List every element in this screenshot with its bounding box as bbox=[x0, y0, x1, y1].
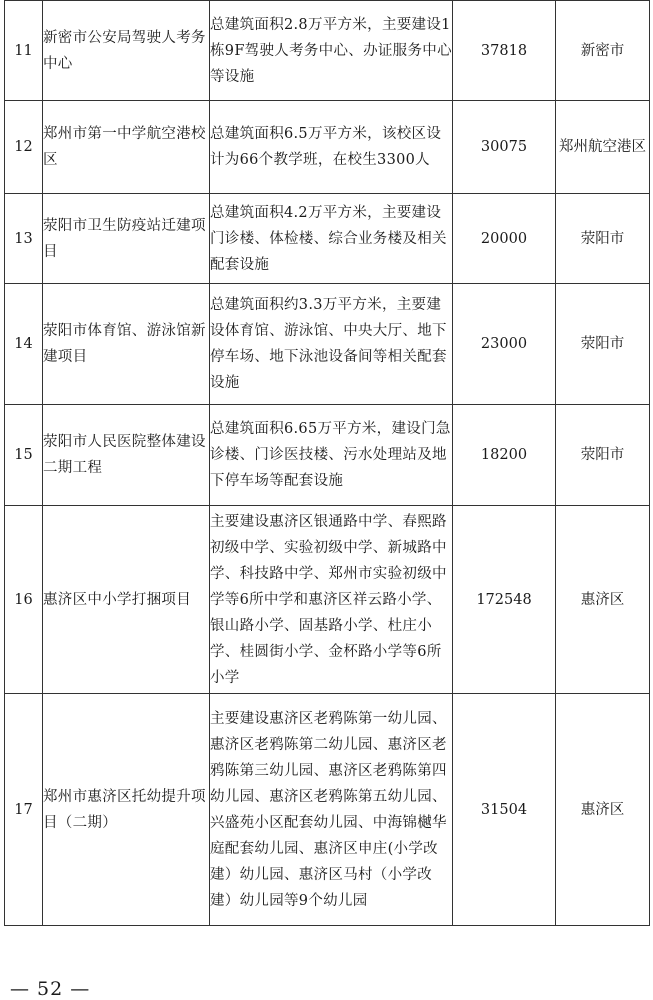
row-number: 11 bbox=[5, 1, 43, 101]
row-number: 16 bbox=[5, 506, 43, 694]
table-row bbox=[5, 405, 650, 506]
project-region: 新密市 bbox=[556, 1, 650, 101]
project-content: 总建筑面积6.5万平方米，该校区设计为66个教学班，在校生3300人 bbox=[210, 101, 453, 194]
project-region: 郑州航空港区 bbox=[556, 101, 650, 194]
project-area: 30075 bbox=[453, 101, 556, 194]
project-content: 总建筑面积6.65万平方米，建设门急诊楼、门诊医技楼、污水处理站及地下停车场等配套设施 bbox=[210, 405, 453, 506]
table-row bbox=[5, 284, 650, 405]
project-region: 荥阳市 bbox=[556, 405, 650, 506]
project-area: 18200 bbox=[453, 405, 556, 506]
row-number: 15 bbox=[5, 405, 43, 506]
project-content: 总建筑面积约3.3万平方米，主要建设体育馆、游泳馆、中央大厅、地下停车场、地下泳池设备间等相关配套设施 bbox=[210, 284, 453, 405]
project-content: 主要建设惠济区老鸦陈第一幼儿园、惠济区老鸦陈第二幼儿园、惠济区老鸦陈第三幼儿园、惠济区老鸦陈第四幼儿园、惠济区老鸦陈第五幼儿园、兴盛苑小区配套幼儿园、中海锦樾华庭配套幼儿园、惠济区申庄(小学改建）幼儿园、惠济区马村（小学改建）幼儿园等9个幼儿园 bbox=[210, 694, 453, 926]
table-row bbox=[5, 694, 650, 926]
project-area: 31504 bbox=[453, 694, 556, 926]
project-content: 总建筑面积4.2万平方米，主要建设门诊楼、体检楼、综合业务楼及相关配套设施 bbox=[210, 194, 453, 284]
project-content: 主要建设惠济区银通路中学、春熙路初级中学、实验初级中学、新城路中学、科技路中学、郑州市实验初级中学等6所中学和惠济区祥云路小学、银山路小学、固基路小学、杜庄小学、桂圆街小学、金杯路小学等6所小学 bbox=[210, 506, 453, 694]
project-name: 郑州市惠济区托幼提升项目（二期） bbox=[43, 694, 210, 926]
page-number: — 52 — bbox=[10, 978, 91, 1000]
project-region: 荥阳市 bbox=[556, 284, 650, 405]
project-area: 172548 bbox=[453, 506, 556, 694]
row-number: 17 bbox=[5, 694, 43, 926]
project-region: 惠济区 bbox=[556, 506, 650, 694]
project-name: 郑州市第一中学航空港校区 bbox=[43, 101, 210, 194]
table-row bbox=[5, 1, 650, 101]
row-number: 13 bbox=[5, 194, 43, 284]
row-number: 14 bbox=[5, 284, 43, 405]
project-name: 荥阳市人民医院整体建设二期工程 bbox=[43, 405, 210, 506]
project-region: 荥阳市 bbox=[556, 194, 650, 284]
project-name: 荥阳市体育馆、游泳馆新建项目 bbox=[43, 284, 210, 405]
project-area: 20000 bbox=[453, 194, 556, 284]
project-name: 荥阳市卫生防疫站迁建项目 bbox=[43, 194, 210, 284]
project-region: 惠济区 bbox=[556, 694, 650, 926]
table-row bbox=[5, 194, 650, 284]
project-name: 新密市公安局驾驶人考务中心 bbox=[43, 1, 210, 101]
project-area: 37818 bbox=[453, 1, 556, 101]
table-row bbox=[5, 506, 650, 694]
project-name: 惠济区中小学打捆项目 bbox=[43, 506, 210, 694]
table-row bbox=[5, 101, 650, 194]
project-area: 23000 bbox=[453, 284, 556, 405]
project-content: 总建筑面积2.8万平方米，主要建设1栋9F驾驶人考务中心、办证服务中心等设施 bbox=[210, 1, 453, 101]
project-table bbox=[4, 0, 650, 926]
row-number: 12 bbox=[5, 101, 43, 194]
